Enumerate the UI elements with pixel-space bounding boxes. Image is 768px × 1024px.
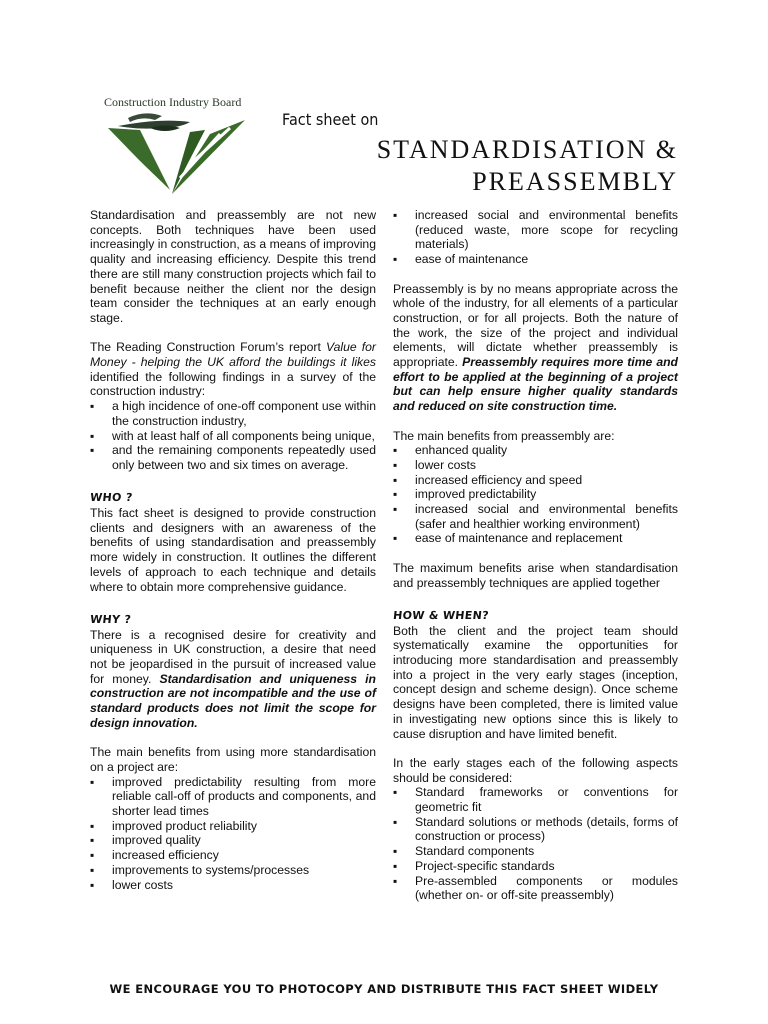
cib-logo <box>100 92 260 202</box>
list-item: ▪ improved quality <box>90 833 376 848</box>
preassembly-paragraph: Preassembly is by no means appropriate across the whole of the industry, for all elements of a particular construction, or for all projects. Both the nature of the work, the size of the project and individual elements, will dictate whether preassembly is appropriate. Preassembly requires more time and effort to be applied at the beginning of a project but can help ensure higher quality standards and reduced on site construction time. <box>393 281 678 414</box>
list-item: ▪ increased social and environmental benefits (safer and healthier working environment) <box>393 502 678 531</box>
aspects-list <box>393 785 678 903</box>
std-benefits-intro: The main benefits from using more standardisation on a project are: <box>90 745 376 774</box>
list-item: ▪ ease of maintenance and replacement <box>393 531 678 546</box>
why-paragraph: There is a recognised desire for creativity and uniqueness in UK construction, a desire that need not be jeopardised in the pursuit of increased value for money. Standardisation and uniqueness in construction are not incompatible and the use of standard products does not limit the scope for design innovation. <box>90 627 376 730</box>
title-line-1: STANDARDISATION & <box>376 135 678 164</box>
std-benefits-list <box>90 775 376 893</box>
list-item: ▪ improved predictability resulting from more reliable call-off of products and components, and shorter lead times <box>90 775 376 819</box>
list-item: ▪ increased efficiency and speed <box>393 473 678 488</box>
pre-benefits-list <box>393 443 678 546</box>
how-paragraph: Both the client and the project team should systematically examine the opportunities for introducing more standardisation and preassembly into a project in the very early stages (inception, concept design and scheme design). Once scheme designs have been completed, there is limited value in investigating new options since this is likely to cause disruption and have limited benefit. <box>393 623 678 741</box>
fact-sheet-label: Fact sheet on <box>282 110 379 129</box>
who-heading: WHO ? <box>89 491 134 505</box>
footer-notice: WE ENCOURAGE YOU TO PHOTOCOPY AND DISTRIBUTE THIS FACT SHEET WIDELY <box>109 982 659 996</box>
aspects-intro: In the early stages each of the following aspects should be considered: <box>393 755 678 785</box>
list-item: ▪ and the remaining components repeatedly used only between two and six times on average. <box>90 443 376 472</box>
list-item: ▪ increased social and environmental benefits (reduced waste, more scope for recycling materials) <box>393 208 678 252</box>
findings-list <box>90 399 376 473</box>
org-name: Construction Industry Board <box>104 95 242 109</box>
list-item: ▪ lower costs <box>90 878 376 893</box>
list-item: ▪ Standard frameworks or conventions for geometric fit <box>393 785 678 814</box>
pre-benefits-intro: The main benefits from preassembly are: <box>393 428 615 443</box>
list-item: ▪ increased efficiency <box>90 848 376 863</box>
list-item: ▪ with at least half of all components being unique, <box>90 429 376 444</box>
list-item: ▪ enhanced quality <box>393 443 678 458</box>
why-heading: WHY ? <box>89 612 132 626</box>
intro-paragraph: Standardisation and preassembly are not new concepts. Both techniques have been used increasingly in construction, as a means of improving quality and increasing efficiency. Despite this trend there are still many construction projects which fail to benefit because neither the client nor the design team consider the techniques at an early enough stage. <box>90 208 376 325</box>
list-item: ▪ improvements to systems/processes <box>90 863 376 878</box>
who-paragraph: This fact sheet is designed to provide construction clients and designers with an awareness of the benefits of using standardisation and preassembly more widely in construction. It outlines the different levels of approach to each technique and details where to obtain more comprehensive guidance. <box>90 506 376 594</box>
title-line-2: PREASSEMBLY <box>472 167 678 196</box>
list-item: ▪ lower costs <box>393 458 678 473</box>
list-item: ▪ a high incidence of one-off component use within the construction industry, <box>90 399 376 428</box>
list-item: ▪ improved product reliability <box>90 819 376 834</box>
max-benefits-paragraph: The maximum benefits arise when standardisation and preassembly techniques are applied together <box>393 560 678 590</box>
list-item: ▪ Pre-assembled components or modules (whether on- or off-site preassembly) <box>393 874 678 903</box>
list-item: ▪ Standard solutions or methods (details, forms of construction or process) <box>393 815 678 844</box>
report-paragraph: The Reading Construction Forum’s report Value for Money - helping the UK afford the buildings it likes identified the following findings in a survey of the construction industry: <box>90 340 376 399</box>
list-item: ▪ ease of maintenance <box>393 252 678 267</box>
right-column <box>393 208 678 903</box>
list-item: ▪ Project-specific standards <box>393 859 678 874</box>
field-logo-icon <box>100 108 250 198</box>
list-item: ▪ Standard components <box>393 844 678 859</box>
left-column <box>90 208 376 892</box>
list-item: ▪ improved predictability <box>393 487 678 502</box>
std-benefits-list-cont <box>393 208 678 267</box>
how-when-heading: HOW & WHEN? <box>392 608 490 622</box>
